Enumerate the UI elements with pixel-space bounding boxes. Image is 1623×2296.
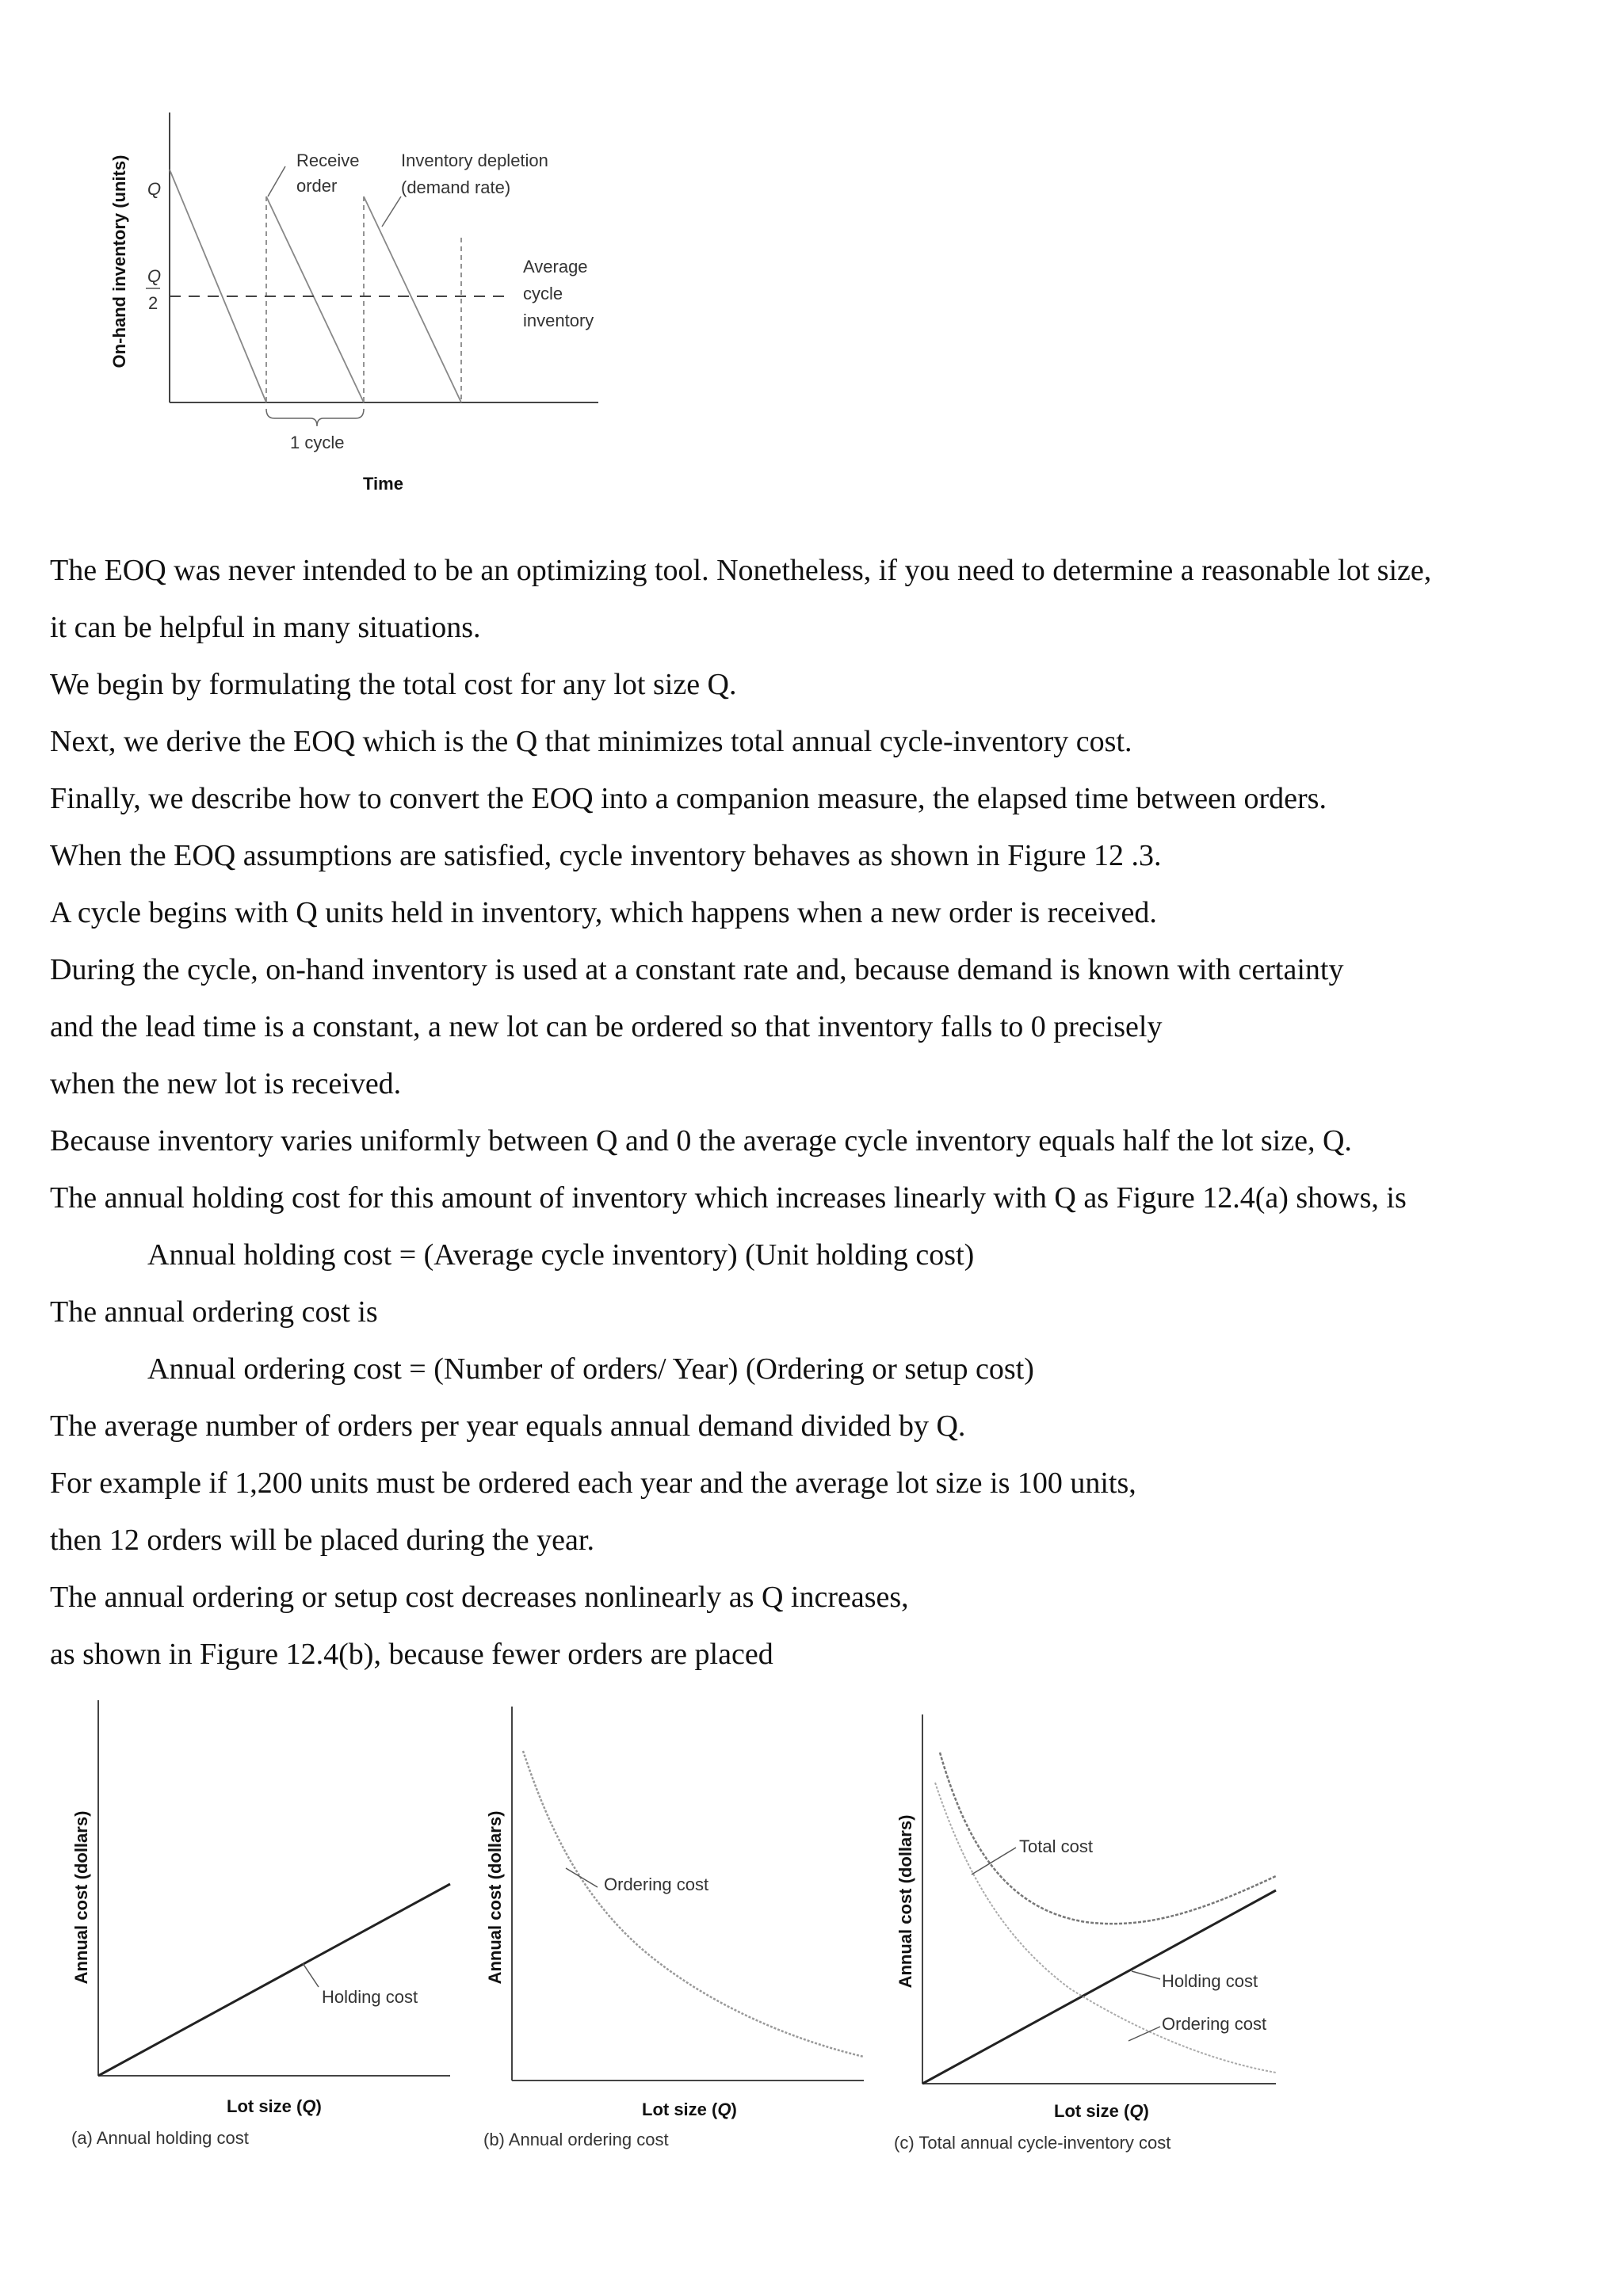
paragraph-line: For example if 1,200 units must be ordered each year and the average lot size is 100 units, [50,1466,1136,1500]
panel-c-y-title: Annual cost (dollars) [896,1814,915,1989]
panel-b-x-close: ) [731,2100,737,2119]
cycle-brace [266,409,364,426]
paragraph-line: as shown in Figure 12.4(b), because fewer orders are placed [50,1638,773,1671]
panel-c-caption: (c) Total annual cycle-inventory cost [894,2133,1171,2153]
average-cycle-label-3: inventory [523,311,594,330]
paragraph-line: then 12 orders will be placed during the year. [50,1524,594,1557]
panel-b-x-var: Q [717,2100,731,2119]
holding-cost-formula: Annual holding cost = (Average cycle inventory) (Unit holding cost) [147,1238,975,1272]
receive-order-label-2: order [296,176,338,196]
panel-b-y-title: Annual cost (dollars) [485,1810,505,1985]
depletion-pointer [382,196,401,227]
ordering-cost-formula: Annual ordering cost = (Number of orders/ Year) (Ordering or setup cost) [147,1352,1034,1386]
ordering-cost-label: Ordering cost [604,1875,709,1894]
panel-b-x-title [642,2100,737,2119]
total-cost-curve [940,1753,1276,1924]
depletion-label-2: (demand rate) [401,177,511,197]
paragraph-line: We begin by formulating the total cost for any lot size Q. [50,668,737,701]
panel-b-caption: (b) Annual ordering cost [483,2130,669,2149]
paragraph-line: Because inventory varies uniformly between Q and 0 the average cycle inventory equals half the lot size, Q. [50,1124,1352,1158]
average-cycle-label: Average [523,257,588,277]
cost-curves-figure [0,1680,1623,2234]
ordering-cost-label-c: Ordering cost [1162,2014,1267,2034]
paragraph-line: and the lead time is a constant, a new lot can be ordered so that inventory falls to 0 precisely [50,1010,1163,1043]
paragraph-line: The EOQ was never intended to be an optimizing tool. Nonetheless, if you need to determine a reasonable lot size, [50,554,1432,587]
panel-a-caption: (a) Annual holding cost [71,2128,249,2148]
paragraph-line: The annual ordering cost is [50,1295,378,1329]
cycle-inventory-figure [0,0,650,515]
average-cycle-label-2: cycle [523,284,563,303]
inventory-sawtooth [170,170,461,402]
ordering-cost-curve [523,1751,864,2057]
paragraph-line: The annual ordering or setup cost decreases nonlinearly as Q increases, [50,1581,909,1614]
holding-cost-pointer [303,1963,319,1987]
panel-c-x-title-text: Lot size ( [1054,2101,1130,2121]
paragraph-line: it can be helpful in many situations. [50,611,481,644]
receive-order-label: Receive [296,151,360,170]
paragraph-line: During the cycle, on-hand inventory is used at a constant rate and, because demand is known with certainty [50,953,1344,986]
paragraph-line: when the new lot is received. [50,1067,402,1100]
holding-cost-pointer-c [1132,1971,1160,1979]
panel-b-x-title-text: Lot size ( [642,2100,718,2119]
receive-order-pointer [268,166,285,196]
panel-a-y-title: Annual cost (dollars) [71,1810,91,1985]
holding-cost-label: Holding cost [322,1987,418,2007]
holding-cost-label-c: Holding cost [1162,1971,1258,1991]
paragraph-line: The average number of orders per year equals annual demand divided by Q. [50,1409,966,1443]
panel-c-x-var: Q [1129,2101,1144,2121]
panel-a-x-var: Q [302,2096,316,2116]
holding-cost-line [98,1884,450,2076]
panel-a-x-title-text: Lot size ( [227,2096,303,2116]
panel-a-holding-cost [71,1700,450,2148]
paragraph-line: Finally, we describe how to convert the EOQ into a companion measure, the elapsed time between orders. [50,782,1327,815]
q-half-numerator: Q [147,266,162,286]
total-cost-pointer [972,1848,1016,1875]
one-cycle-label: 1 cycle [290,433,345,452]
body-text [50,542,1603,1683]
ordering-cost-pointer [566,1868,598,1887]
panel-a-x-close: ) [315,2096,322,2116]
panel-a-x-title [227,2096,322,2116]
total-cost-label: Total cost [1019,1836,1093,1856]
q-half-denominator: 2 [148,293,158,313]
q-label: Q [147,179,162,199]
panel-c-x-title [1054,2101,1149,2121]
depletion-label: Inventory depletion [401,151,548,170]
y-axis-title: On-hand inventory (units) [109,154,129,368]
panel-b-ordering-cost [483,1707,864,2149]
x-axis-title: Time [363,474,403,494]
paragraph-line: The annual holding cost for this amount of inventory which increases linearly with Q as Figure 12.4(a) shows, is [50,1181,1407,1215]
paragraph-line: A cycle begins with Q units held in inventory, which happens when a new order is received. [50,896,1157,929]
paragraph-line: When the EOQ assumptions are satisfied, cycle inventory behaves as shown in Figure 12 .3. [50,839,1162,872]
paragraph-line: Next, we derive the EOQ which is the Q that minimizes total annual cycle-inventory cost. [50,725,1132,758]
panel-c-x-close: ) [1143,2101,1149,2121]
panel-c-total-cost [894,1714,1276,2153]
